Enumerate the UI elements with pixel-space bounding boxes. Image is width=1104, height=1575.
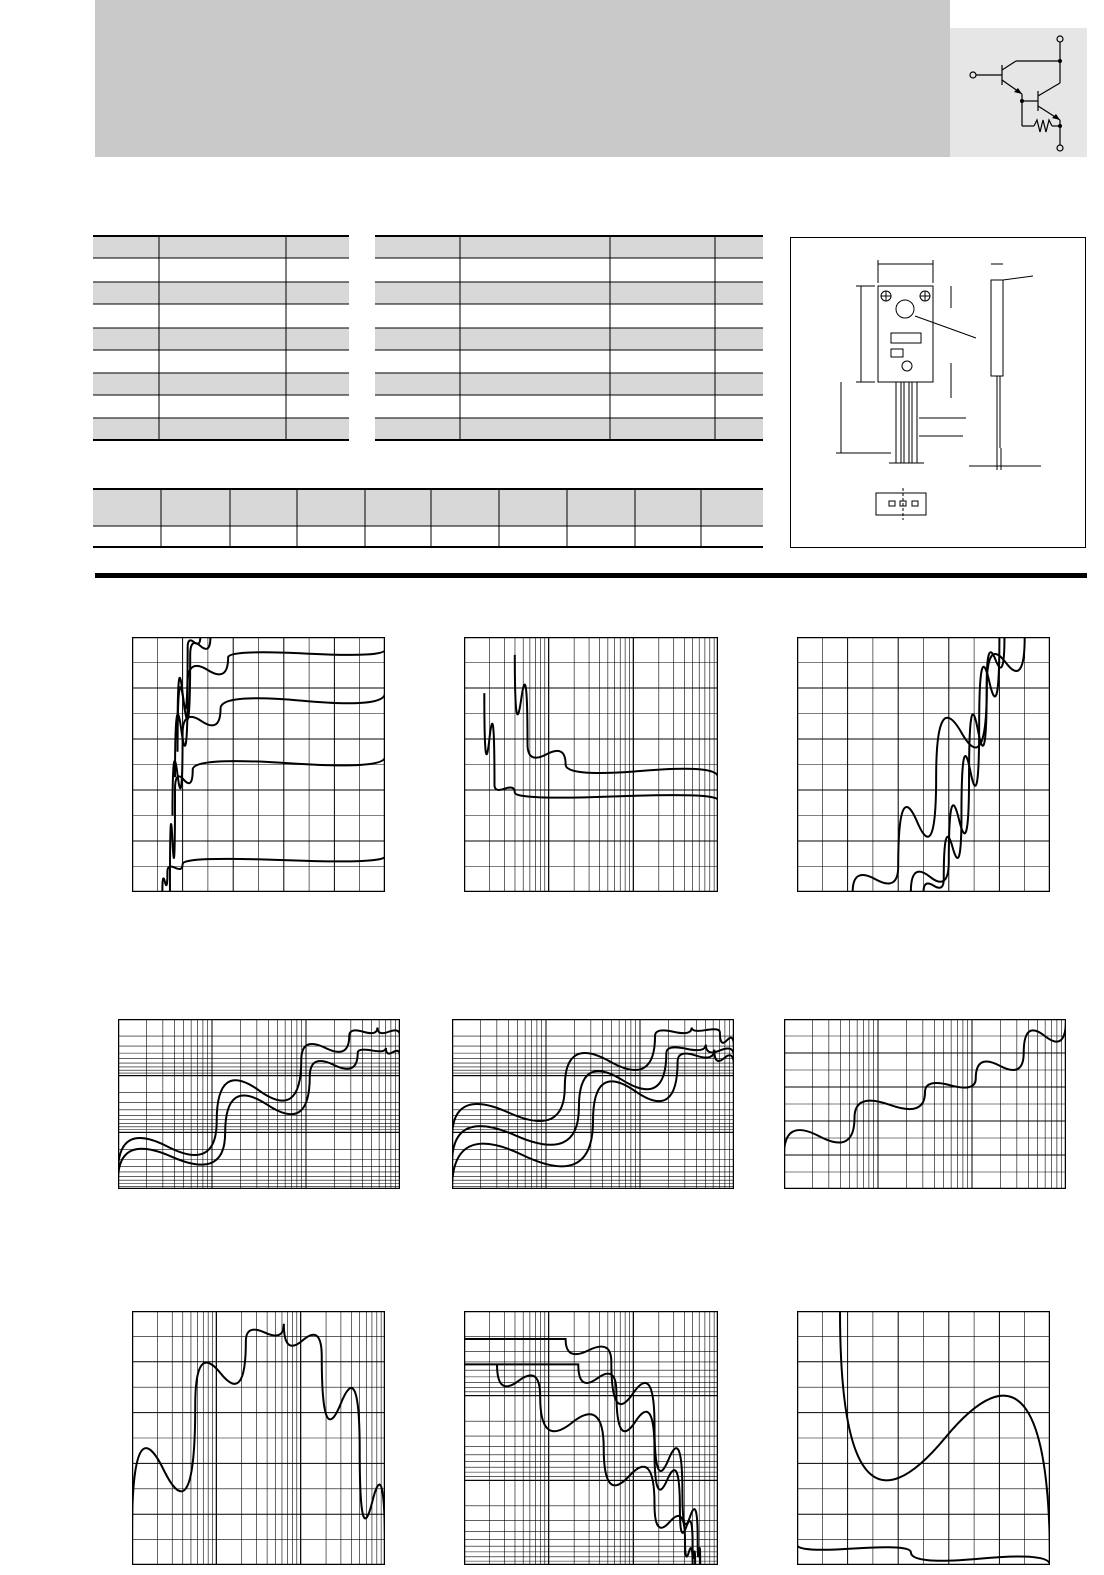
chart-row3-right [797, 1311, 1050, 1565]
chart-row1-left [132, 637, 385, 892]
circuit-symbol-panel [950, 28, 1087, 157]
chart-row2-right-plot [784, 1019, 1066, 1189]
header-band [95, 0, 950, 157]
series-line-1 [162, 856, 385, 892]
electrical-characteristics-table [375, 235, 763, 443]
ratings-table [93, 235, 349, 443]
to220-package-icon [791, 238, 1085, 547]
series-line-3 [497, 1364, 693, 1565]
chart-row1-left-plot [132, 637, 385, 892]
chart-row3-left [132, 1311, 385, 1565]
darlington-transistor-icon [950, 28, 1087, 157]
chart-row1-center [464, 637, 718, 892]
section-divider [95, 573, 1087, 578]
series-line-2 [118, 1048, 400, 1181]
chart-row2-center [452, 1019, 734, 1189]
series-line-2 [515, 655, 718, 777]
switching-characteristics-table [93, 488, 763, 550]
series-line-3 [452, 1050, 734, 1189]
plot-frame [453, 1020, 734, 1189]
chart-row1-right-plot [797, 637, 1050, 892]
series-line-3 [172, 693, 385, 815]
chart-row3-center [464, 1311, 718, 1565]
plot-frame [119, 1020, 400, 1189]
series-line-2 [464, 1364, 695, 1565]
chart-row2-left-plot [118, 1019, 400, 1189]
chart-row3-right-plot [797, 1311, 1050, 1565]
chart-row1-center-plot [464, 637, 718, 892]
package-outline-box [790, 237, 1086, 548]
chart-row3-center-plot [464, 1311, 718, 1565]
chart-row1-right [797, 637, 1050, 892]
chart-row2-left [118, 1019, 400, 1189]
series-line-2 [170, 757, 385, 892]
chart-row2-right [784, 1019, 1066, 1189]
chart-row3-left-plot [132, 1311, 385, 1565]
chart-row2-center-plot [452, 1019, 734, 1189]
